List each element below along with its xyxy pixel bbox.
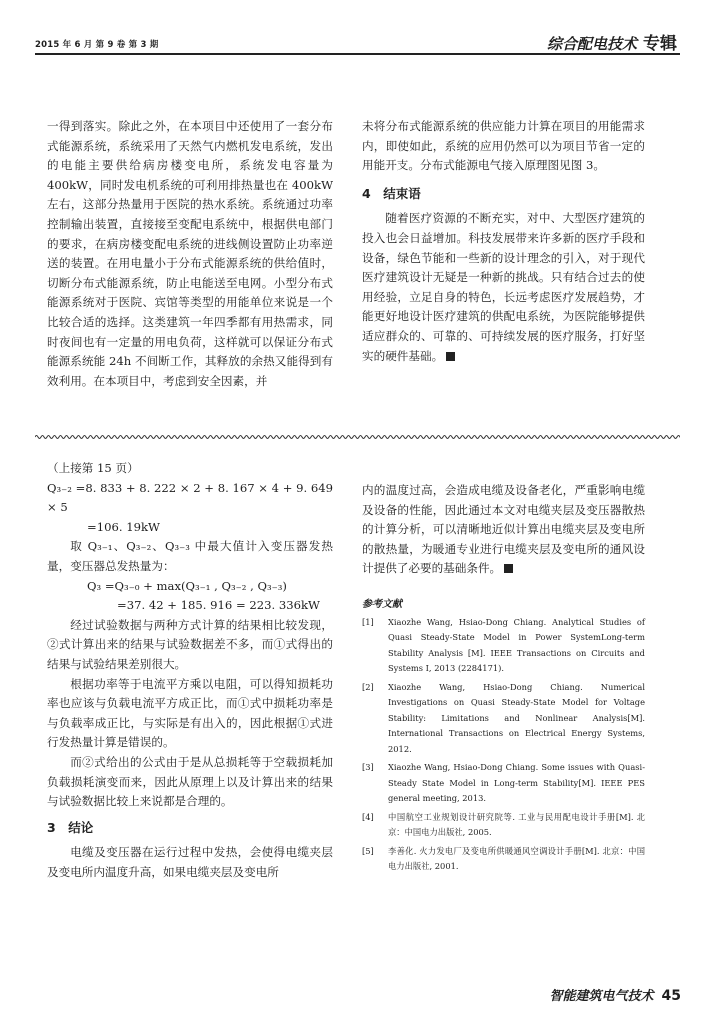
bottom-left-column xyxy=(47,459,333,882)
reference-item: [1] Xiaozhe Wang, Hsiao-Dong Chiang. Analytical Studies of Quasi Steady-State Model in Power SystemLong-term Stability Analysis [M]. IEEE Transactions on Circuits and Systems I, 2013 (2284171). xyxy=(362,616,645,674)
reference-item: [2] Xiaozhe Wang, Hsiao-Dong Chiang. Numerical Investigations on Quasi Steady-State Model for Voltage Stability: Limitations and Nonlinear Analysis[M]. International Transactions on Electrical Energy Systems, 2012. xyxy=(362,681,645,754)
equation: =37. 42 + 185. 916 = 223. 336kW xyxy=(117,598,320,613)
reference-item: [3] Xiaozhe Wang, Hsiao-Dong Chiang. Some issues with Quasi-Steady State Model in Long-term Stability[M]. IEEE PES general meeting, 2013. xyxy=(362,762,645,804)
body-paragraph: 经过试验数据与两种方式计算的结果相比较发现，②式计算出来的结果与试验数据差不多，而①式得出的结果与试验结果差别很大。 xyxy=(47,617,333,671)
references xyxy=(362,595,645,875)
section-heading: 4 结束语 xyxy=(362,185,421,201)
section-heading: 3 结论 xyxy=(47,819,94,835)
top-right-column xyxy=(362,117,645,366)
body-paragraph: 根据功率等于电流平方乘以电阻，可以得知损耗功率也应该与负载电流平方成正比，而①式中损耗功率是与负载率成正比，与实际是有出入的，因此根据①式进行发热量计算是错误的。 xyxy=(47,676,333,750)
body-paragraph: 未将分布式能源系统的供应能力计算在项目的用能需求内，即使如此，系统的应用仍然可以为项目节省一定的用能开支。分布式能源电气接入原理图见图 3。 xyxy=(362,119,645,173)
equation: Q₃₋₂ =8. 833 + 8. 222 × 2 + 8. 167 × 4 + 9. 649 × 5 xyxy=(47,480,333,515)
end-mark-icon xyxy=(446,352,455,361)
body-paragraph: 内的温度过高，会造成电缆及设备老化，严重影响电缆及设备的性能，因此通过本文对电缆夹层及变压器散热的计算分析，可以清晰地近似计算出电缆夹层及变电所的散热量，为暖通专业进行电缆夹层及变电所的通风设计提供了必要的基础条件。 xyxy=(362,483,645,576)
reference-item: [5] 李善化. 火力发电厂及变电所供暖通风空调设计手册[M]. 北京：中国电力出版社, 2001. xyxy=(362,845,645,872)
page-number: 45 xyxy=(661,988,681,1004)
body-paragraph: 电缆及变压器在运行过程中发热，会使得电缆夹层及变电所内温度升高，如果电缆夹层及变电所 xyxy=(47,845,333,879)
section-divider xyxy=(35,433,680,441)
equation: Q₃ =Q₃₋₀ + max(Q₃₋₁ , Q₃₋₂ , Q₃₋₃) xyxy=(87,578,287,593)
end-mark-icon xyxy=(504,564,513,573)
body-paragraph: 取 Q₃₋₁、Q₃₋₂、Q₃₋₃ 中最大值计入变压器发热量，变压器总发热量为： xyxy=(47,539,333,573)
special-issue-label: 专辑 xyxy=(643,34,677,54)
body-paragraph: 而②式给出的公式由于是从总损耗等于空载损耗加负载损耗演变而来，因此从原理上以及计算出来的结果与试验数据比较上来说都是合理的。 xyxy=(47,754,333,809)
header-rule xyxy=(35,53,680,55)
body-paragraph: 一得到落实。除此之外，在本项目中还使用了一套分布式能源系统，系统采用了天然气内燃机发电系统，发出的电能主要供给病房楼变电所，系统发电容量为 400kW，同时发电机系统的可利用排热量也在 400kW 左右，这部分热量用于医院的热水系统。系统通过功率控制输出装置，直接接至变配电系统中，根据供电部门的要求，在病房楼变配电系统的进线侧设置防止功率逆送的装置。在用电量小于分布式能源系统的供给值时，切断分布式能源系统，防止电能送至电网。小型分布式能源系统对于医院、宾馆等类型的用能单位来说是一个比较合适的选择。这类建筑一年四季都有用热需求，同时夜间也有一定量的用电负荷，这样就可以保证分布式能源系统能 24h 不间断工作，其释放的余热又能得到有效利用。在本项目中，考虑到安全因素，并 xyxy=(47,119,333,388)
body-paragraph: 随着医疗资源的不断充实，对中、大型医疗建筑的投入也会日益增加。科技发展带来许多新的医疗手段和设备，绿色节能和一些新的设计理念的引入，对于现代医疗建筑设计无疑是一种新的挑战。只有结合过去的使用经验，立足自身的特色，长远考虑医疗发展趋势，才能更好地设计医疗建筑的供配电系统，为医院能够提供适应群众的、可靠的、可持续发展的医疗服务，打好坚实的硬件基础。 xyxy=(362,211,645,363)
references-title: 参考文献 xyxy=(362,598,402,610)
bottom-right-column xyxy=(362,481,645,878)
equation: =106. 19kW xyxy=(87,519,160,534)
magazine-name: 智能建筑电气技术 xyxy=(549,989,654,1004)
reference-item: [4] 中国航空工业规划设计研究院等. 工业与民用配电设计手册[M]. 北京：中国电力出版社, 2005. xyxy=(362,811,645,838)
journal-name: 综合配电技术 xyxy=(546,35,637,53)
journal-header xyxy=(547,29,677,54)
top-left-column xyxy=(47,117,333,391)
page-footer xyxy=(550,985,682,1004)
issue-info: 2015 年 6 月 第 9 卷 第 3 期 xyxy=(35,40,159,50)
continued-note: （上接第 15 页） xyxy=(47,461,139,475)
